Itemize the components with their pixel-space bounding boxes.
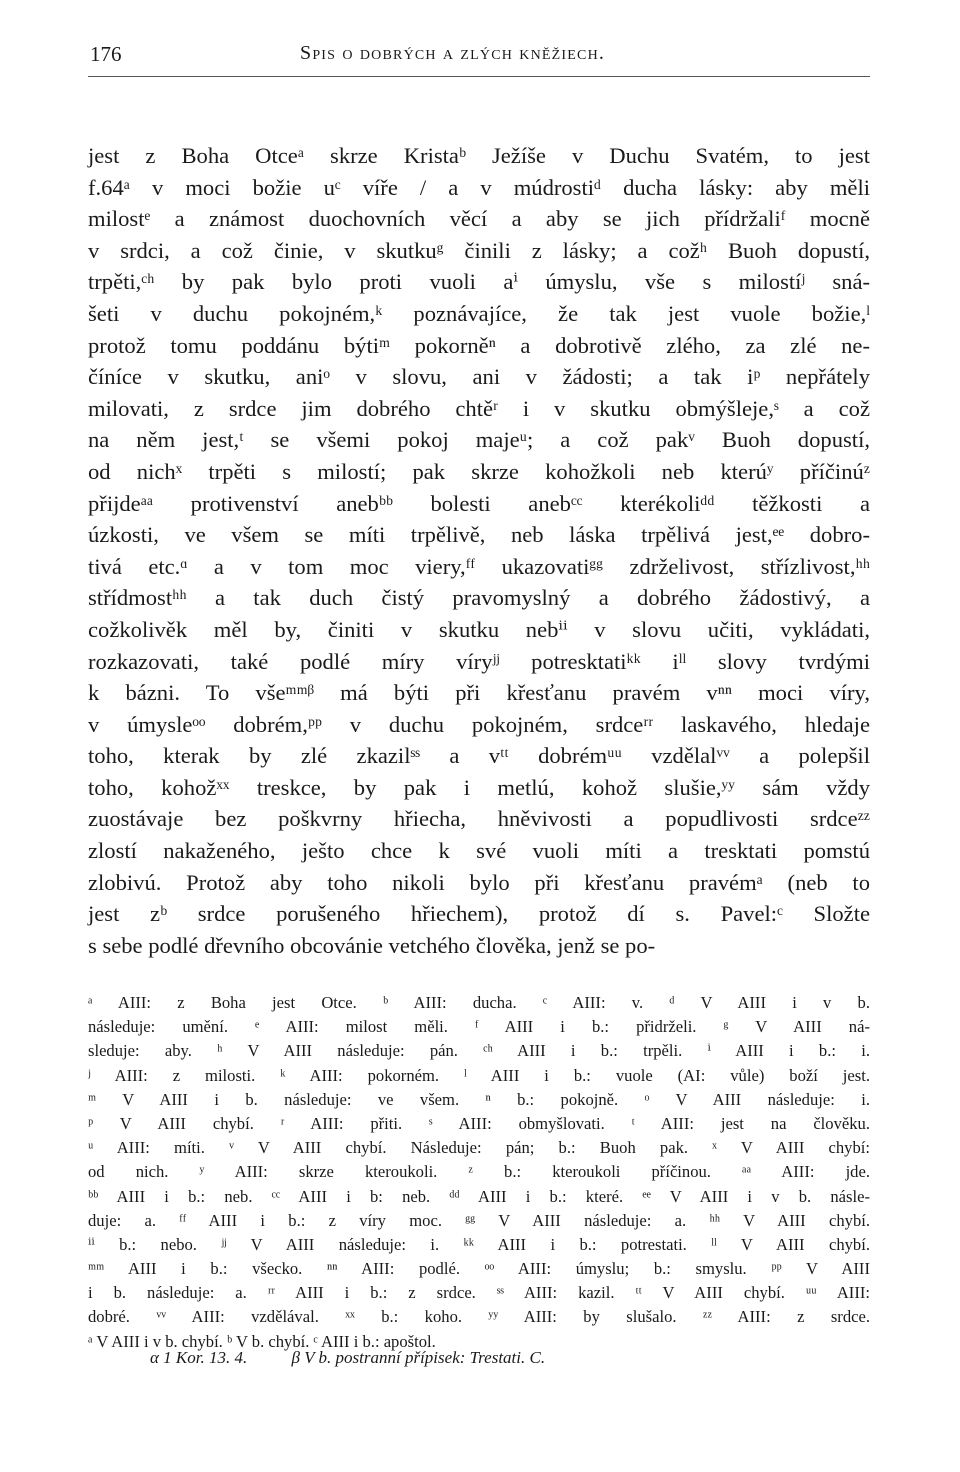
footnote-line: ᵐᵐ AIII i b.: všecko. ⁿⁿ AIII: podlé. ᵒᵒ AIII: úmyslu; b.: smyslu. ᵖᵖ V AIII [88, 1259, 870, 1279]
running-header [90, 42, 870, 76]
footnote-line: od nich. ʸ AIII: skrze kteroukoli. ᶻ b.: kteroukoli příčinou. ᵃᵃ AIII: jde. [88, 1162, 870, 1182]
footnote-line: i b. následuje: a. ʳʳ AIII i b.: z srdce. ˢˢ AIII: kazil. ᵗᵗ V AIII chybí. ᵘᵘ AIII: [88, 1283, 870, 1303]
text-line: milostᵉ a známost duochovních věcí a aby se jich přídržaliᶠ mocně [88, 206, 870, 232]
running-title: Spis o dobrých a zlých kněžiech. [300, 42, 606, 64]
footnote-line: ᵇᵇ AIII i b.: neb. ᶜᶜ AIII i b: neb. ᵈᵈ AIII i b.: které. ᵉᵉ V AIII i v b. násle- [88, 1186, 870, 1206]
footnote-line: ʲ AIII: z milosti. ᵏ AIII: pokorném. ˡ AIII i b.: vuole (AI: vůle) boží jest. [88, 1065, 870, 1085]
text-line: šeti v duchu pokojném,ᵏ poznávajíce, že tak jest vuole božie,ˡ [88, 300, 870, 326]
text-line: jest z Boha Otceᵃ skrze Kristaᵇ Ježíše v Duchu Svatém, to jest [88, 143, 870, 168]
text-line: milovati, z srdce jim dobrého chtěʳ i v skutku obmýšleje,ˢ a což [88, 395, 870, 421]
text-line: k bázni. To všeᵐᵐᵝ má býti při křesťanu pravém vⁿⁿ moci víry, [88, 680, 870, 706]
text-line: zuostávaje bez poškvrny hřiecha, hněvivosti a popudlivosti srdceᶻᶻ [88, 806, 870, 832]
text-line: jest zᵇ srdce porušeného hřiechem), protož dí s. Pavel:ᶜ Složte [88, 901, 870, 927]
text-line: toho, kohožˣˣ treskce, by pak i metlú, kohož slušie,ʸʸ sám vždy [88, 774, 870, 800]
text-line: střídmostʰʰ a tak duch čistý pravomyslný a dobrého žádostivý, a [88, 585, 870, 611]
text-line: přijdeᵃᵃ protivenství anebᵇᵇ bolesti anebᶜᶜ kterékoliᵈᵈ těžkosti a [88, 490, 870, 516]
footnote-line: ᵖ V AIII chybí. ʳ AIII: přiti. ˢ AIII: obmyšlovati. ᵗ AIII: jest na člověku. [88, 1113, 870, 1133]
footnote-line: ᵃ AIII: z Boha jest Otce. ᵇ AIII: ducha. ᶜ AIII: v. ᵈ V AIII i v b. [88, 993, 870, 1012]
main-text [88, 140, 870, 961]
text-line: f.64ᵃ v moci božie uᶜ víře / a v múdrostiᵈ ducha lásky: aby měli [88, 174, 870, 200]
text-line: cožkolivěk měl by, činiti v skutku nebⁱⁱ v slovu učiti, vykládati, [88, 616, 870, 642]
footnote-line: ⁱⁱ b.: nebo. ʲʲ V AIII následuje: i. ᵏᵏ AIII i b.: potrestati. ˡˡ V AIII chybí. [88, 1234, 870, 1254]
text-line: zlostí nakaženého, ješto chce k své vuoli míti a tresktati pomstú [88, 838, 870, 864]
footnote-line: ᵘ AIII: míti. ᵛ V AIII chybí. Následuje: pán; b.: Buoh pak. ˣ V AIII chybí: [88, 1138, 870, 1158]
text-line: v srdci, a což činie, v skutkuᵍ činili z lásky; a cožʰ Buoh dopustí, [88, 237, 870, 263]
text-line: úzkosti, ve všem se míti trpělivě, neb láska trpělivá jest,ᵉᵉ dobro- [88, 522, 870, 548]
side-note: α 1 Kor. 13. 4. [150, 1348, 248, 1367]
footnote-line: ᵃ V AIII i v b. chybí. ᵇ V b. chybí. ᶜ AIII i b.: apoštol. [88, 1331, 436, 1351]
page-number: 176 [90, 42, 122, 66]
text-line: od nichˣ trpěti s milostí; pak skrze kohožkoli neb kterúʸ příčinúᶻ [88, 458, 870, 484]
text-line: rozkazovati, také podlé míry víryʲʲ potresktatiᵏᵏ iˡˡ slovy tvrdými [88, 648, 870, 674]
text-line: toho, kterak by zlé zkazilˢˢ a vᵗᵗ dobrémᵘᵘ vzdělalᵛᵛ a polepšil [88, 743, 870, 769]
side-notes [150, 1348, 870, 1376]
text-line: v úmysleᵒᵒ dobrém,ᵖᵖ v duchu pokojném, srdceʳʳ laskavého, hledaje [88, 711, 870, 737]
text-line: zlobivú. Protož aby toho nikoli bylo při křesťanu pravémᵃ (neb to [88, 869, 870, 895]
text-line: s sebe podlé dřevního obcovánie vetchého člověka, jenž se po- [88, 932, 656, 958]
header-rule [88, 76, 870, 77]
footnote-line: duje: a. ᶠᶠ AIII i b.: z víry moc. ᵍᵍ V AIII následuje: a. ʰʰ V AIII chybí. [88, 1210, 870, 1230]
footnote-line: následuje: umění. ᵉ AIII: milost měli. ᶠ AIII i b.: přidrželi. ᵍ V AIII ná- [88, 1017, 870, 1037]
text-line: trpěti,ᶜʰ by pak bylo proti vuoli aⁱ úmyslu, vše s milostíʲ sná- [88, 269, 870, 295]
text-line: číníce v skutku, aniᵒ v slovu, ani v žádosti; a tak iᵖ nepřátely [88, 364, 870, 390]
footnote-line: ᵐ V AIII i b. následuje: ve všem. ⁿ b.: pokojně. ᵒ V AIII následuje: i. [88, 1089, 870, 1109]
footnote-line: sleduje: aby. ʰ V AIII následuje: pán. ᶜʰ AIII i b.: trpěli. ⁱ AIII i b.: i. [88, 1041, 870, 1061]
footnotes [88, 991, 870, 1354]
text-line: protož tomu poddánu býtiᵐ pokorněⁿ a dobrotivě zlého, za zlé ne- [88, 332, 870, 358]
footnote-line: dobré. ᵛᵛ AIII: vzdělával. ˣˣ b.: koho. ʸʸ AIII: by slušalo. ᶻᶻ AIII: z srdce. [88, 1307, 870, 1327]
text-line: tivá etc.ᵅ a v tom moc viery,ᶠᶠ ukazovatiᵍᵍ zdrželivost, střízlivost,ʰʰ [88, 553, 870, 579]
side-note: β V b. postranní přípisek: Trestati. C. [291, 1348, 546, 1367]
text-line: na něm jest,ᵗ se všemi pokoj majeᵘ; a což pakᵛ Buoh dopustí, [88, 427, 870, 453]
